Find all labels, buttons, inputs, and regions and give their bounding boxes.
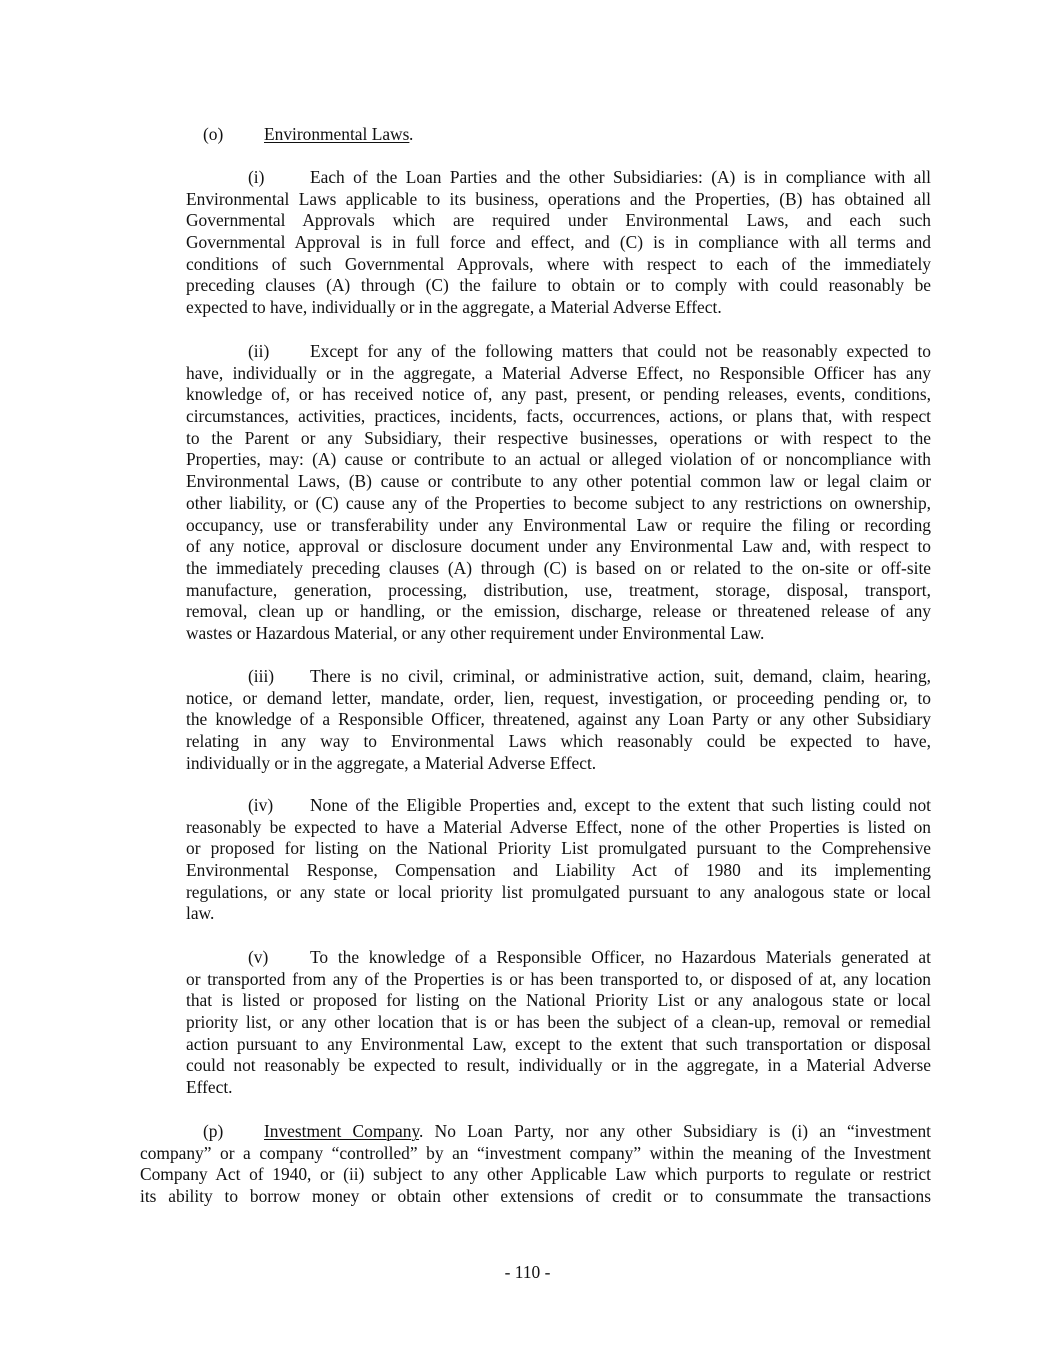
paragraph-line: have, individually or in the aggregate, a Material Adverse Effect, no Responsible Officer has any	[186, 362, 931, 383]
paragraph-line: action pursuant to any Environmental Law, except to the extent that such transportation or disposal	[186, 1033, 931, 1054]
subsection-paragraph	[186, 795, 931, 925]
section-label: (p)	[203, 1121, 224, 1141]
paragraph-line: could not reasonably be expected to result, individually or in the aggregate, in a Material Adverse	[186, 1055, 931, 1076]
paragraph-line: priority list, or any other location that is or has been the subject of a clean-up, removal or remedial	[186, 1012, 931, 1033]
paragraph-line: or transported from any of the Properties is or has been transported to, or disposed of at, any location	[186, 968, 931, 989]
paragraph-line: Governmental Approvals which are required under Environmental Laws, and each such	[186, 210, 931, 231]
paragraph-line: Effect.	[186, 1077, 233, 1098]
paragraph-line: Environmental Laws, (B) cause or contribute to any other potential common law or legal claim or	[186, 471, 931, 492]
line-text: Except for any of the following matters that could not be reasonably expected to	[310, 341, 931, 361]
paragraph-line: reasonably be expected to have a Material Adverse Effect, none of the other Properties is listed on	[186, 816, 931, 837]
line-text: None of the Eligible Properties and, except to the extent that such listing could not	[310, 795, 931, 815]
section-label: (o)	[203, 124, 224, 144]
paragraph-line: Governmental Approval is in full force and effect, and (C) is in compliance with all terms and	[186, 232, 931, 253]
paragraph-line: Company Act of 1940, or (ii) subject to any other Applicable Law which purports to regulate or restrict	[140, 1164, 931, 1185]
paragraph-line: circumstances, activities, practices, incidents, facts, occurrences, actions, or plans that, with respect	[186, 406, 931, 427]
paragraph-line	[186, 341, 931, 363]
subsection-label: (v)	[248, 947, 269, 967]
paragraph-line: Environmental Laws applicable to its business, operations and the Properties, (B) has obtained all	[186, 188, 931, 209]
section-text: . No Loan Party, nor any other Subsidiary is (i) an “investment	[419, 1121, 931, 1141]
heading-text: Environmental Laws	[264, 124, 410, 144]
paragraph-line: manufacture, generation, processing, distribution, use, treatment, storage, disposal, transport,	[186, 579, 931, 600]
paragraph-line: Properties, may: (A) cause or contribute to an actual or alleged violation of or noncompliance with	[186, 449, 931, 470]
paragraph-line: relating in any way to Environmental Laws which reasonably could be expected to have,	[186, 731, 931, 752]
heading-period: .	[409, 124, 414, 144]
paragraph-line: law.	[186, 903, 215, 924]
page-number: - 110 -	[504, 1262, 551, 1282]
paragraph-line: knowledge of, or has received notice of, any past, present, or pending releases, events, conditions,	[186, 384, 931, 405]
paragraph-line: expected to have, individually or in the aggregate, a Material Adverse Effect.	[186, 297, 722, 318]
paragraph-line: company” or a company “controlled” by an “investment company” within the meaning of the Investment	[140, 1142, 931, 1163]
section-p-body	[140, 1143, 931, 1208]
section-p-first-line	[140, 1121, 931, 1143]
line-text: There is no civil, criminal, or administrative action, suit, demand, claim, hearing,	[310, 666, 931, 686]
paragraph-line: preceding clauses (A) through (C) the failure to obtain or to comply with could reasonably be	[186, 275, 931, 296]
subsection-paragraph	[186, 947, 931, 1099]
subsection-label: (ii)	[248, 341, 270, 361]
section-heading: Investment Company	[264, 1121, 420, 1141]
paragraph-line: individually or in the aggregate, a Material Adverse Effect.	[186, 752, 597, 773]
paragraph-line	[186, 947, 931, 969]
paragraph-line: conditions of such Governmental Approvals, where with respect to each of the immediately	[186, 253, 931, 274]
section-heading	[264, 124, 409, 146]
paragraph-line: the immediately preceding clauses (A) through (C) is based on or related to the on-site or off-site	[186, 557, 931, 578]
paragraph-line	[186, 167, 931, 189]
paragraph-line: to the Parent or any Subsidiary, their respective businesses, operations or with respect to the	[186, 427, 931, 448]
paragraph-line: occupancy, use or transferability under any Environmental Law or require the filing or recording	[186, 514, 931, 535]
paragraph-line: the knowledge of a Responsible Officer, threatened, against any Loan Party or any other Subsidiary	[186, 709, 931, 730]
subsection-paragraph	[186, 341, 931, 645]
line-text: To the knowledge of a Responsible Officer, no Hazardous Materials generated at	[310, 947, 931, 967]
paragraph-line: or proposed for listing on the National Priority List promulgated pursuant to the Comprehensive	[186, 838, 931, 859]
paragraph-line: that is listed or proposed for listing on the National Priority List or any analogous state or local	[186, 990, 931, 1011]
paragraph-line	[186, 795, 931, 817]
paragraph-line	[186, 666, 931, 688]
paragraph-line: its ability to borrow money or obtain other extensions of credit or to consummate the transactions	[140, 1186, 931, 1207]
subsection-paragraph	[186, 167, 931, 319]
subsection-label: (i)	[248, 167, 265, 187]
line-text: Each of the Loan Parties and the other Subsidiaries: (A) is in compliance with all	[310, 167, 931, 187]
paragraph-line: Environmental Response, Compensation and Liability Act of 1980 and its implementing	[186, 860, 931, 881]
subsection-label: (iii)	[248, 666, 275, 686]
section-o-heading	[203, 124, 414, 146]
paragraph-line: removal, clean up or handling, or the emission, discharge, release or threatened release of any	[186, 601, 931, 622]
subsection-label: (iv)	[248, 795, 274, 815]
section-p	[140, 1121, 931, 1208]
paragraph-line: other liability, or (C) cause any of the Properties to become subject to any restrictions on ownership,	[186, 492, 931, 513]
paragraph-line: wastes or Hazardous Material, or any other requirement under Environmental Law.	[186, 622, 765, 643]
paragraph-line: regulations, or any state or local priority list promulgated pursuant to any analogous state or local	[186, 881, 931, 902]
paragraph-line: notice, or demand letter, mandate, order, lien, request, investigation, or proceeding pending or, to	[186, 687, 931, 708]
subsection-paragraph	[186, 666, 931, 774]
paragraph-line: of any notice, approval or disclosure document under any Environmental Law and, with respect to	[186, 536, 931, 557]
